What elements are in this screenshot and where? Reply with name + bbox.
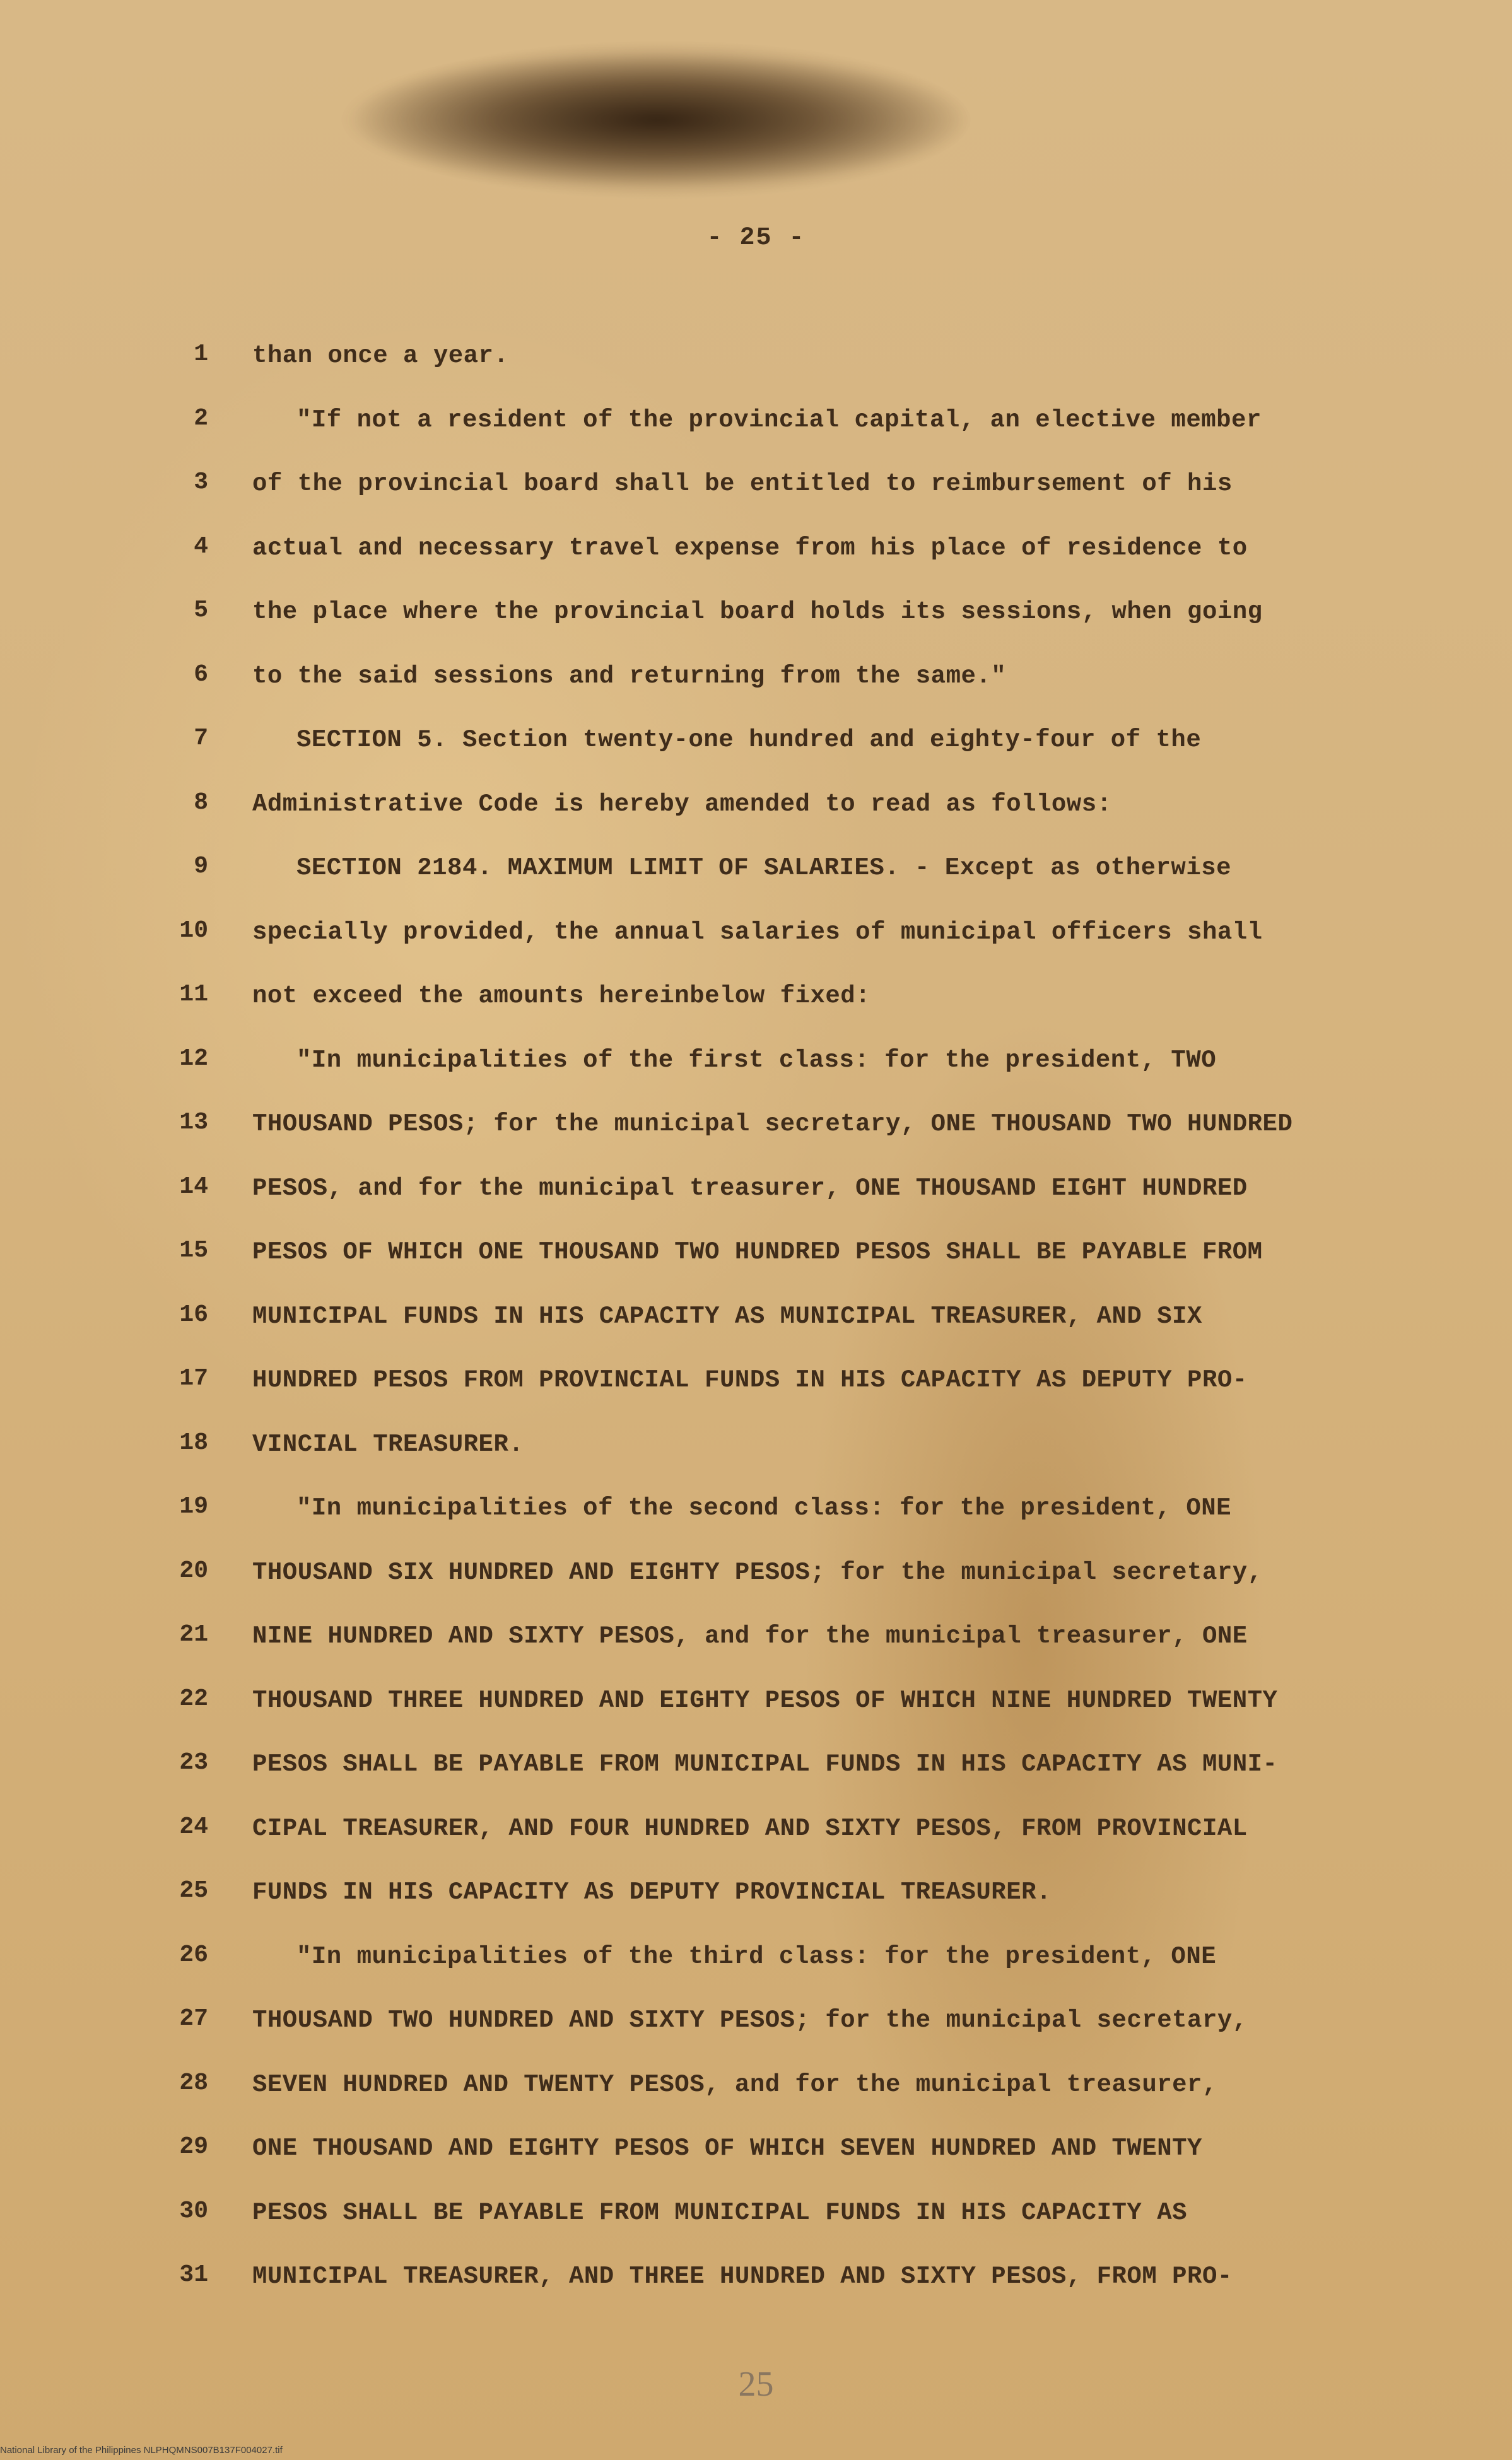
archive-credit: National Library of the Philippines NLPHQMNS007B137F004027.tif [0, 2445, 283, 2456]
line-number: 15 [179, 1237, 208, 1264]
line-number: 27 [179, 2005, 208, 2032]
text-line [0, 981, 1512, 1019]
text-line [0, 1942, 1512, 1979]
line-number: 16 [179, 1301, 208, 1328]
line-text: ONE THOUSAND AND EIGHTY PESOS OF WHICH SEVEN HUNDRED AND TWENTY [252, 2135, 1202, 2162]
text-line [0, 2005, 1512, 2043]
line-text: VINCIAL TREASURER. [252, 1430, 524, 1458]
text-line [0, 533, 1512, 571]
line-text: THOUSAND THREE HUNDRED AND EIGHTY PESOS OF WHICH NINE HUNDRED TWENTY [252, 1686, 1278, 1714]
line-number: 6 [194, 660, 208, 688]
line-text: THOUSAND TWO HUNDRED AND SIXTY PESOS; for the municipal secretary, [252, 2006, 1248, 2034]
page-stamp-number: 25 [738, 2365, 774, 2404]
line-text: THOUSAND SIX HUNDRED AND EIGHTY PESOS; for the municipal secretary, [252, 1558, 1263, 1586]
line-number: 3 [194, 469, 208, 496]
line-text: "In municipalities of the second class: for the president, ONE [296, 1494, 1232, 1522]
line-text: specially provided, the annual salaries of municipal officers shall [252, 918, 1263, 946]
line-number: 7 [194, 725, 208, 752]
text-line [0, 1813, 1512, 1851]
line-text: SECTION 5. Section twenty-one hundred and eighty-four of the [296, 726, 1202, 754]
line-text: SECTION 2184. MAXIMUM LIMIT OF SALARIES. - Except as otherwise [296, 854, 1232, 882]
line-number: 13 [179, 1109, 208, 1136]
line-text: actual and necessary travel expense from his place of residence to [252, 534, 1248, 562]
line-number: 2 [194, 404, 208, 432]
line-text: the place where the provincial board holds its sessions, when going [252, 598, 1263, 626]
line-number: 20 [179, 1557, 208, 1584]
line-number: 29 [179, 2133, 208, 2160]
line-text: THOUSAND PESOS; for the municipal secretary, ONE THOUSAND TWO HUNDRED [252, 1110, 1293, 1138]
text-line [0, 2261, 1512, 2299]
line-number: 9 [194, 853, 208, 880]
line-text: to the said sessions and returning from the same." [252, 662, 1007, 690]
line-text: of the provincial board shall be entitled to reimbursement of his [252, 470, 1233, 498]
line-text: PESOS, and for the municipal treasurer, ONE THOUSAND EIGHT HUNDRED [252, 1174, 1248, 1202]
line-text: PESOS OF WHICH ONE THOUSAND TWO HUNDRED PESOS SHALL BE PAYABLE FROM [252, 1238, 1263, 1266]
text-line [0, 1045, 1512, 1083]
text-line [0, 853, 1512, 891]
text-line [0, 1301, 1512, 1339]
text-line [0, 1173, 1512, 1211]
line-number: 11 [179, 981, 208, 1008]
line-number: 23 [179, 1749, 208, 1776]
line-number: 26 [179, 1941, 208, 1969]
line-number: 25 [179, 1877, 208, 1904]
text-line [0, 469, 1512, 507]
line-text: PESOS SHALL BE PAYABLE FROM MUNICIPAL FUNDS IN HIS CAPACITY AS MUNI- [252, 1750, 1278, 1778]
burn-damage [341, 50, 971, 189]
text-line [0, 1621, 1512, 1659]
line-text: HUNDRED PESOS FROM PROVINCIAL FUNDS IN HIS CAPACITY AS DEPUTY PRO- [252, 1366, 1248, 1394]
line-number: 10 [179, 917, 208, 944]
text-line [0, 597, 1512, 635]
text-line [0, 725, 1512, 763]
line-number: 17 [179, 1365, 208, 1392]
text-line [0, 1557, 1512, 1595]
line-number: 30 [179, 2197, 208, 2225]
line-text: NINE HUNDRED AND SIXTY PESOS, and for the municipal treasurer, ONE [252, 1622, 1248, 1650]
line-number: 4 [194, 532, 208, 560]
text-line [0, 1237, 1512, 1275]
line-text: "If not a resident of the provincial capital, an elective member [296, 406, 1262, 434]
line-number: 18 [179, 1429, 208, 1456]
line-text: MUNICIPAL FUNDS IN HIS CAPACITY AS MUNICIPAL TREASURER, AND SIX [252, 1302, 1202, 1330]
line-number: 24 [179, 1813, 208, 1841]
text-line [0, 1877, 1512, 1915]
line-text: than once a year. [252, 342, 509, 370]
line-text: PESOS SHALL BE PAYABLE FROM MUNICIPAL FUNDS IN HIS CAPACITY AS [252, 2198, 1188, 2227]
line-text: CIPAL TREASURER, AND FOUR HUNDRED AND SIXTY PESOS, FROM PROVINCIAL [252, 1814, 1248, 1842]
text-line [0, 1365, 1512, 1403]
text-line [0, 1429, 1512, 1467]
text-line [0, 2133, 1512, 2171]
text-line [0, 917, 1512, 955]
line-text: Administrative Code is hereby amended to read as follows: [252, 790, 1112, 818]
line-number: 21 [179, 1621, 208, 1648]
text-line [0, 2198, 1512, 2235]
text-line [0, 405, 1512, 443]
line-number: 1 [194, 341, 208, 368]
text-line [0, 341, 1512, 378]
line-number: 28 [179, 2069, 208, 2097]
line-number: 31 [179, 2261, 208, 2288]
text-line [0, 1493, 1512, 1531]
line-text: MUNICIPAL TREASURER, AND THREE HUNDRED AND SIXTY PESOS, FROM PRO- [252, 2263, 1233, 2290]
text-line [0, 1685, 1512, 1723]
line-text: FUNDS IN HIS CAPACITY AS DEPUTY PROVINCIAL TREASURER. [252, 1878, 1052, 1906]
line-number: 22 [179, 1685, 208, 1713]
text-line [0, 1109, 1512, 1147]
page-header-number: - 25 - [706, 224, 806, 252]
text-line [0, 1749, 1512, 1787]
line-text: "In municipalities of the third class: for the president, ONE [296, 1942, 1217, 1971]
text-line [0, 789, 1512, 827]
line-text: "In municipalities of the first class: for the president, TWO [296, 1046, 1217, 1074]
line-number: 14 [179, 1173, 208, 1200]
line-number: 8 [194, 788, 208, 816]
text-line [0, 661, 1512, 699]
line-number: 5 [194, 597, 208, 624]
line-number: 19 [179, 1493, 208, 1520]
line-text: SEVEN HUNDRED AND TWENTY PESOS, and for the municipal treasurer, [252, 2070, 1217, 2099]
line-text: not exceed the amounts hereinbelow fixed: [252, 982, 871, 1010]
text-line [0, 2070, 1512, 2107]
line-number: 12 [179, 1045, 208, 1072]
